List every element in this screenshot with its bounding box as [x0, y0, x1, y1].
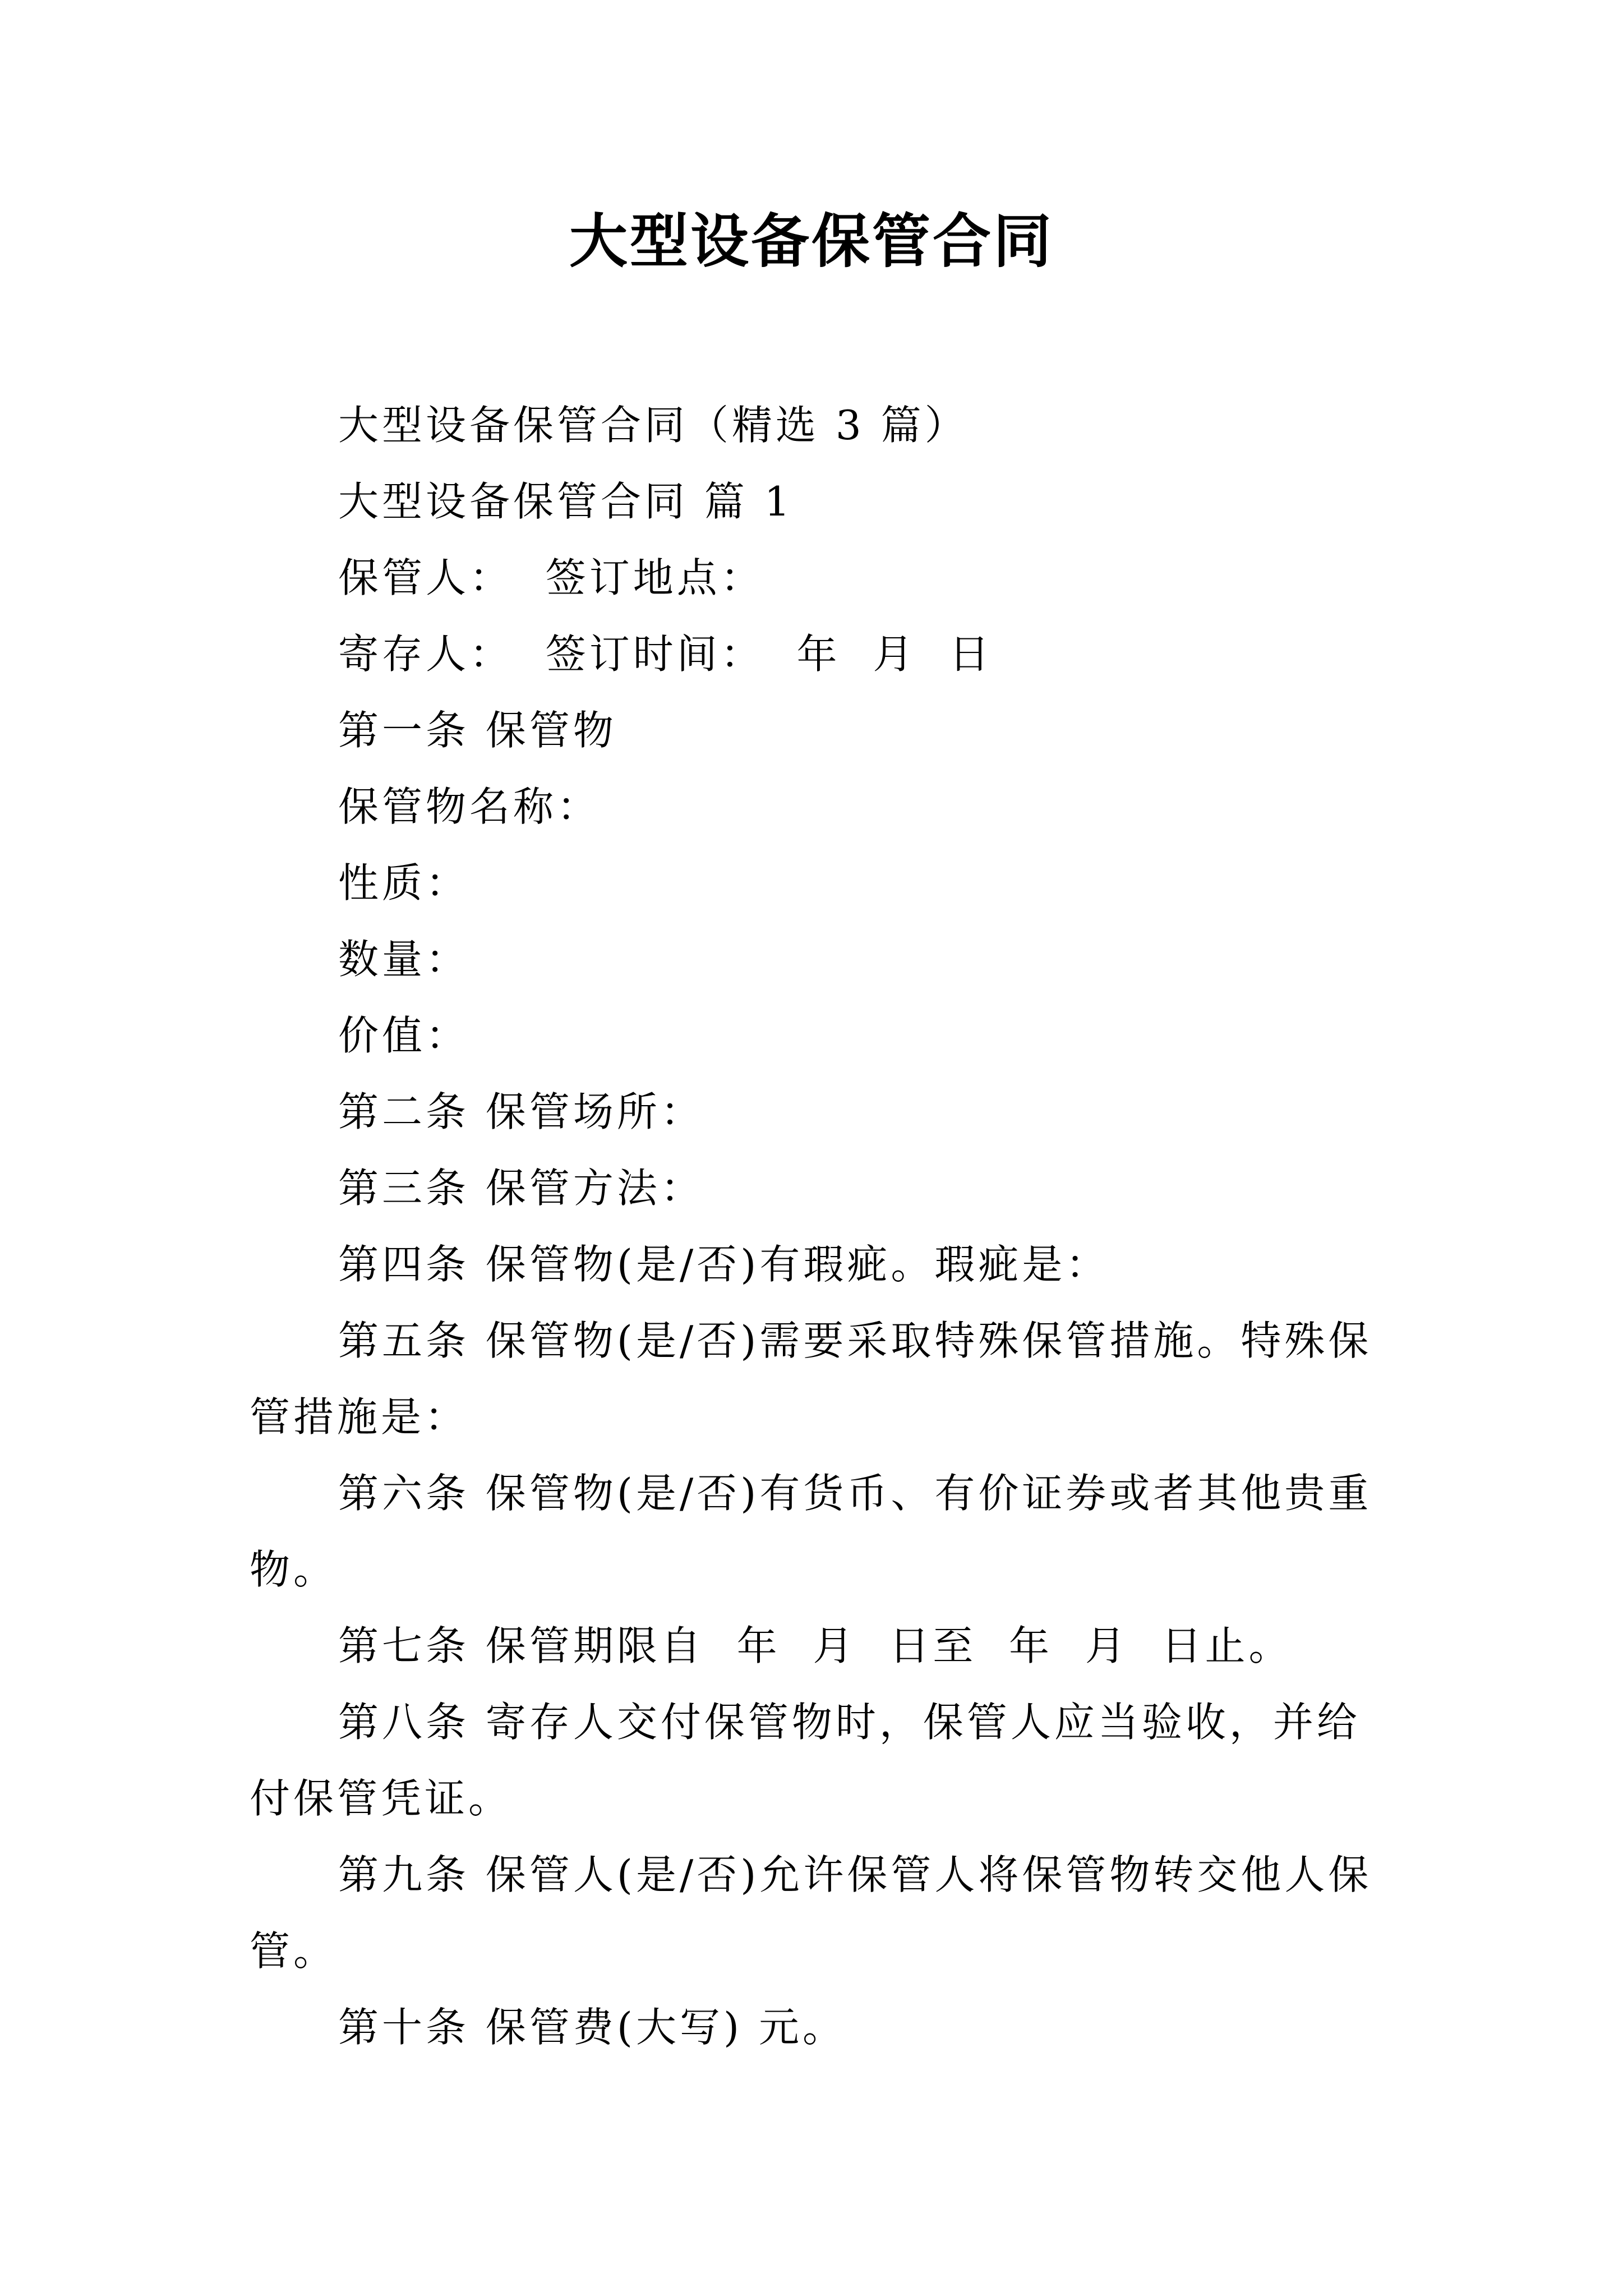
paragraph-article-7: 第七条 保管期限自 年 月 日至 年 月 日止。 — [338, 1622, 1293, 1669]
document-title: 大型设备保管合同 — [569, 206, 1054, 275]
paragraph-article-3: 第三条 保管方法： — [338, 1165, 704, 1212]
document-body — [250, 387, 1388, 2065]
paragraph-item-name: 保管物名称： — [338, 783, 601, 830]
paragraph-quantity: 数量： — [338, 936, 470, 983]
paragraph-nature: 性质： — [338, 859, 470, 907]
paragraph-article-8: 第八条 寄存人交付保管物时，保管人应当验收，并给付保管凭证。 — [250, 1699, 1361, 1822]
paragraph-article-6: 第六条 保管物(是/否)有货币、有价证券或者其他贵重物。 — [250, 1470, 1372, 1593]
paragraph-article-9: 第九条 保管人(是/否)允许保管人将保管物转交他人保管。 — [250, 1851, 1372, 1975]
paragraph-depositor: 寄存人： 签订时间： 年 月 日 — [338, 631, 993, 678]
paragraph-custodian: 保管人： 签订地点： — [338, 554, 764, 601]
paragraph-article-2: 第二条 保管场所： — [338, 1088, 704, 1135]
paragraph-article-10: 第十条 保管费(大写) 元。 — [338, 2004, 846, 2051]
paragraph-article-1: 第一条 保管物 — [338, 707, 617, 754]
paragraph-section-heading: 大型设备保管合同 篇 1 — [338, 478, 794, 525]
paragraph-article-5: 第五条 保管物(是/否)需要采取特殊保管措施。特殊保管措施是： — [250, 1317, 1372, 1441]
paragraph-article-4: 第四条 保管物(是/否)有瑕疵。瑕疵是： — [338, 1241, 1110, 1288]
paragraph-subtitle: 大型设备保管合同（精选 3 篇） — [338, 402, 969, 449]
paragraph-value: 价值： — [338, 1012, 470, 1059]
